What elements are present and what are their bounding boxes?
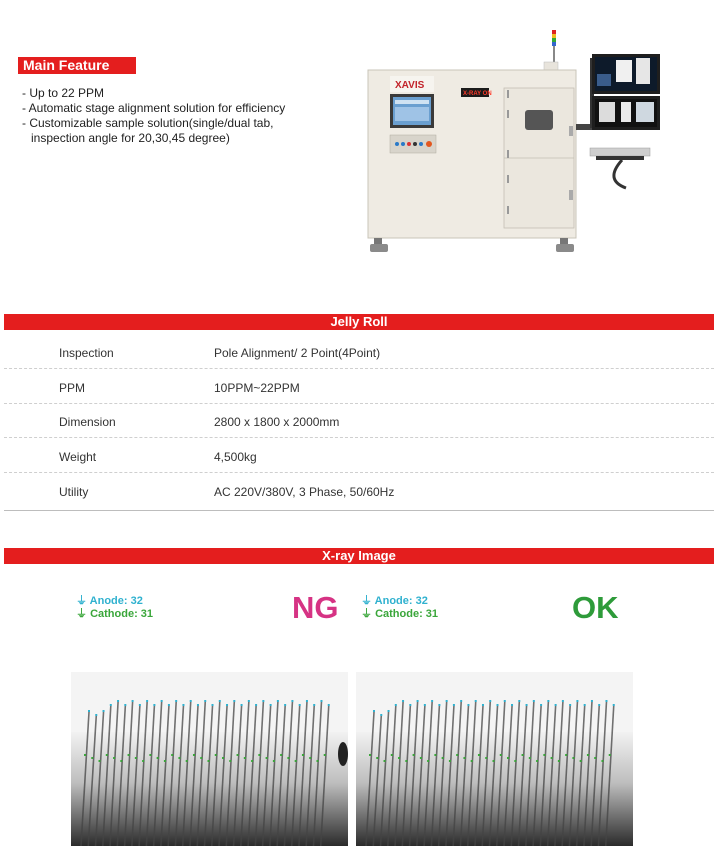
anode-marker [598, 704, 600, 706]
anode-count: ⏚ Anode: 32 [76, 595, 143, 607]
cathode-marker [128, 754, 130, 756]
cathode-marker [237, 754, 239, 756]
spec-value: 2800 x 1800 x 2000mm [214, 415, 340, 429]
cathode-marker [222, 757, 224, 759]
anode-marker [168, 704, 170, 706]
cathode-marker [309, 757, 311, 759]
cathode-marker [384, 760, 386, 762]
anode-marker [313, 704, 315, 706]
spec-label: Dimension [59, 415, 116, 429]
anode-marker [576, 700, 578, 702]
anode-marker [417, 700, 419, 702]
anode-marker [605, 700, 607, 702]
cathode-marker [149, 754, 151, 756]
cathode-marker [434, 754, 436, 756]
cathode-marker [193, 754, 195, 756]
anode-marker [299, 704, 301, 706]
cathode-marker [471, 760, 473, 762]
cathode-marker [558, 760, 560, 762]
anode-marker [373, 710, 375, 712]
cathode-count: ⏚ Cathode: 31 [361, 608, 439, 620]
cathode-marker [157, 757, 159, 759]
spec-row-inspection [4, 334, 714, 369]
cathode-marker [463, 757, 465, 759]
cathode-marker [302, 754, 304, 756]
cathode-marker [493, 760, 495, 762]
feature-item: inspection angle for 20,30,45 degree) [31, 131, 230, 145]
legend-ng [76, 595, 153, 621]
feature-list [22, 86, 285, 146]
anode-marker [88, 710, 90, 712]
cathode-marker [398, 757, 400, 759]
anode-marker [117, 700, 119, 702]
anode-marker [320, 700, 322, 702]
cathode-marker [478, 754, 480, 756]
cathode-marker [120, 760, 122, 762]
machine-logo: XAVIS [395, 80, 425, 91]
spec-value: AC 220V/380V, 3 Phase, 50/60Hz [214, 485, 395, 499]
cathode-marker [601, 760, 603, 762]
anode-marker [409, 704, 411, 706]
verdict-ng: NG [292, 590, 339, 625]
anode-marker [526, 704, 528, 706]
anode-marker [497, 704, 499, 706]
anode-marker [475, 700, 477, 702]
anode-marker [262, 700, 264, 702]
cathode-marker [391, 754, 393, 756]
cathode-marker [280, 754, 282, 756]
cathode-marker [200, 757, 202, 759]
anode-marker [467, 704, 469, 706]
cathode-marker [287, 757, 289, 759]
cathode-marker [91, 757, 93, 759]
cathode-marker [507, 757, 509, 759]
cathode-marker [449, 760, 451, 762]
cathode-marker [369, 754, 371, 756]
cathode-marker [244, 757, 246, 759]
cathode-marker [413, 754, 415, 756]
anode-marker [555, 704, 557, 706]
spec-label: Utility [59, 485, 89, 499]
main-feature-badge: Main Feature [18, 57, 136, 74]
anode-marker [124, 704, 126, 706]
cathode-marker [551, 757, 553, 759]
anode-marker [255, 704, 257, 706]
cathode-marker [609, 754, 611, 756]
anode-marker [146, 700, 148, 702]
spec-label: PPM [59, 381, 86, 395]
cathode-marker [186, 760, 188, 762]
anode-marker [95, 714, 97, 716]
anode-marker [395, 704, 397, 706]
feature-item: - Automatic stage alignment solution for efficiency [22, 101, 286, 115]
cathode-marker [324, 754, 326, 756]
cathode-marker [178, 757, 180, 759]
cathode-marker [594, 757, 596, 759]
anode-marker [402, 700, 404, 702]
cathode-marker [587, 754, 589, 756]
spec-row-dimension [4, 403, 714, 438]
anode-marker [540, 704, 542, 706]
anode-marker [446, 700, 448, 702]
anode-marker [182, 704, 184, 706]
cathode-marker [500, 754, 502, 756]
cathode-marker [427, 760, 429, 762]
cathode-marker [84, 754, 86, 756]
cathode-marker [215, 754, 217, 756]
anode-marker [489, 700, 491, 702]
xray-machine-illustration [364, 30, 662, 260]
cathode-marker [485, 757, 487, 759]
anode-marker [270, 704, 272, 706]
cathode-marker [522, 754, 524, 756]
anode-marker [482, 704, 484, 706]
anode-marker [533, 700, 535, 702]
anode-marker [431, 700, 433, 702]
anode-marker [569, 704, 571, 706]
anode-marker [511, 704, 513, 706]
cathode-marker [376, 757, 378, 759]
jelly-roll-header: Jelly Roll [4, 314, 714, 330]
cathode-marker [273, 760, 275, 762]
cathode-marker [142, 760, 144, 762]
anode-marker [328, 704, 330, 706]
cathode-marker [529, 757, 531, 759]
anode-marker [613, 704, 615, 706]
anode-marker [110, 704, 112, 706]
feature-item: - Up to 22 PPM [22, 86, 105, 100]
cathode-marker [229, 760, 231, 762]
anode-marker [175, 700, 177, 702]
cathode-marker [266, 757, 268, 759]
anode-marker [204, 700, 206, 702]
feature-item: - Customizable sample solution(single/dual tab, [22, 116, 274, 130]
cathode-marker [316, 760, 318, 762]
anode-marker [103, 710, 105, 712]
verdict-ok: OK [572, 590, 619, 625]
anode-marker [438, 704, 440, 706]
cathode-marker [258, 754, 260, 756]
anode-marker [212, 704, 214, 706]
anode-marker [591, 700, 593, 702]
cathode-marker [295, 760, 297, 762]
cathode-marker [251, 760, 253, 762]
cathode-marker [580, 760, 582, 762]
anode-count: ⏚ Anode: 32 [361, 595, 428, 607]
anode-marker [388, 710, 390, 712]
spec-label: Inspection [59, 346, 114, 360]
spec-row-ppm [4, 369, 714, 404]
spec-value: Pole Alignment/ 2 Point(4Point) [214, 346, 381, 360]
anode-marker [291, 700, 293, 702]
spec-value: 10PPM~22PPM [214, 381, 300, 395]
cathode-marker [113, 757, 115, 759]
spec-label: Weight [59, 450, 97, 464]
anode-marker [284, 704, 286, 706]
cathode-marker [514, 760, 516, 762]
anode-marker [547, 700, 549, 702]
xray-image-ok [356, 672, 633, 846]
xray-image-header: X-ray Image [4, 548, 714, 564]
spec-row-weight [4, 438, 714, 473]
anode-marker [139, 704, 141, 706]
cathode-marker [135, 757, 137, 759]
cathode-marker [420, 757, 422, 759]
cathode-marker [405, 760, 407, 762]
anode-marker [132, 700, 134, 702]
anode-marker [233, 700, 235, 702]
anode-marker [518, 700, 520, 702]
anode-marker [197, 704, 199, 706]
defect-mark [338, 742, 348, 766]
anode-marker [153, 704, 155, 706]
cathode-marker [543, 754, 545, 756]
machine-status-label: X-RAY ON [463, 91, 492, 97]
anode-marker [241, 704, 243, 706]
spec-value: 4,500kg [214, 450, 257, 464]
anode-marker [226, 704, 228, 706]
anode-marker [190, 700, 192, 702]
anode-marker [453, 704, 455, 706]
cathode-marker [572, 757, 574, 759]
anode-marker [584, 704, 586, 706]
anode-marker [277, 700, 279, 702]
cathode-marker [164, 760, 166, 762]
cathode-marker [565, 754, 567, 756]
anode-marker [306, 700, 308, 702]
cathode-count: ⏚ Cathode: 31 [76, 608, 154, 620]
anode-marker [248, 700, 250, 702]
spec-table-divider [4, 510, 714, 511]
spec-row-utility [4, 473, 714, 507]
anode-marker [380, 714, 382, 716]
cathode-marker [208, 760, 210, 762]
cathode-marker [171, 754, 173, 756]
cathode-marker [99, 760, 101, 762]
anode-marker [424, 704, 426, 706]
cathode-marker [442, 757, 444, 759]
cathode-marker [536, 760, 538, 762]
anode-marker [562, 700, 564, 702]
cathode-marker [456, 754, 458, 756]
anode-marker [460, 700, 462, 702]
xray-image-ng [71, 672, 348, 846]
anode-marker [219, 700, 221, 702]
cathode-marker [106, 754, 108, 756]
legend-ok [361, 595, 438, 621]
anode-marker [504, 700, 506, 702]
anode-marker [161, 700, 163, 702]
